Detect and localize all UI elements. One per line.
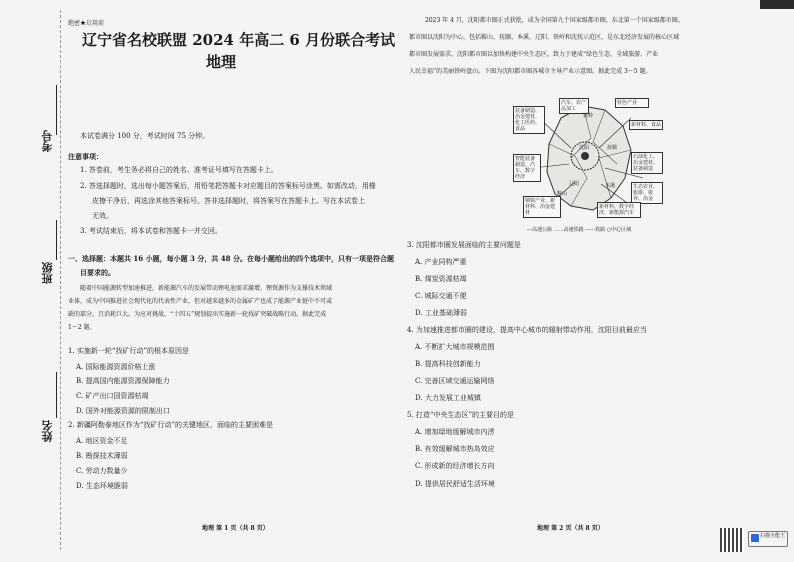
question-4-option-c[interactable]: C. 完善区域交通运输网络 — [415, 377, 495, 385]
question-2-option-d[interactable]: D. 生态环境脆弱 — [76, 482, 128, 490]
section-heading-cont: 目要求的。 — [80, 268, 115, 277]
note-item: 3. 考试结束后，将本试卷和答题卡一并交回。 — [80, 227, 222, 235]
side-label-exam-number: 考号 — [41, 130, 54, 152]
question-3-stem: 3. 沈阳都市圈发展面临的主要问题是 — [407, 241, 521, 249]
scan-edge — [760, 0, 794, 9]
score-info: 本试卷满分 100 分，考试时间 75 分钟。 — [80, 132, 210, 140]
name-line — [56, 372, 57, 418]
question-3-option-d[interactable]: D. 工业基础薄弱 — [415, 309, 467, 317]
watermark-text: 扫描全能王 — [760, 533, 786, 539]
map-box-label: 汽车、农产品加工 — [559, 98, 589, 114]
question-2-stem: 2. 新疆阿勒泰地区作为“找矿行动”的关键地区，面临的主要困难是 — [68, 421, 274, 429]
map-box-label: 新材料、食品 — [631, 122, 662, 128]
question-1-option-c[interactable]: C. 矿产出口国资源枯竭 — [76, 392, 149, 400]
city-label-benxi: 本溪 — [605, 183, 616, 189]
subject-title: 地理 — [206, 53, 237, 71]
city-label-fushun: 抚顺 — [607, 145, 618, 151]
city-label-liaoyang: 辽阳 — [569, 181, 580, 187]
question-5-option-c[interactable]: C. 形成新的经济增长方向 — [415, 462, 495, 470]
map-box-label: 新材料、数字经济、新能源汽车 — [597, 202, 641, 218]
note-item: 2. 答选择题时，选出每小题答案后，用铅笔把答题卡对应题目的答案标号涂黑。如需改动，用橡 — [80, 182, 376, 190]
notes-heading: 注意事项： — [68, 152, 103, 161]
section-heading: 一、选择题：本题共 16 小题，每小题 3 分，共 48 分。在每小题给出的四个选项中，只有一项是符合题 — [68, 254, 394, 263]
scanner-logo-icon — [751, 534, 759, 542]
question-5-option-a[interactable]: A. 增加绿地缓解城市内涝 — [415, 428, 495, 436]
question-2-option-a[interactable]: A. 地区资金不足 — [76, 437, 128, 445]
question-2-option-b[interactable]: B. 勘探技术薄弱 — [76, 452, 128, 460]
question-2-option-c[interactable]: C. 劳动力数量少 — [76, 467, 128, 475]
note-item: 皮擦干净后，再选涂其他答案标号。答非选择题时，将答案写在答题卡上。写在本试卷上 — [92, 197, 365, 205]
exam-title: 辽宁省名校联盟 2024 年高二 6 月份联合考试 — [82, 31, 396, 49]
intro-line: 2023 年 4 月，沈阳都市圈正式获批，成为全国第九个国家级都市圈，东北第一个国家级都市圈。 — [425, 17, 684, 24]
question-5-option-b[interactable]: B. 有效缓解城市热岛效应 — [415, 445, 495, 453]
passage-line: 缺的部分，且消耗巨大。为应对挑战，“十四五”规划提出实施新一轮找矿突破战略行动。据此完成 — [68, 311, 327, 318]
map-box-label: 特色产业 — [615, 98, 649, 108]
page-footer: 地理 第 2 页（共 8 页） — [537, 525, 604, 532]
map-box-label: 智能装备制造、汽车、数字经济 — [513, 154, 541, 182]
map-legend: —高速公路 ……高速铁路 ——铁路 ○中心区域 — [527, 227, 632, 233]
passage-line: 随着中国能源转型加速推进，新能源汽车的发展带动锂电池需求激增，锂资源作为支撑技术领域 — [80, 285, 333, 292]
city-label-shenyang: 沈阳 — [579, 145, 590, 151]
class-line — [56, 220, 57, 260]
page-footer: 地理 第 1 页（共 8 页） — [202, 525, 269, 532]
question-5-stem: 5. 打造“中央生态区”的主要目的是 — [407, 411, 515, 419]
question-3-option-c[interactable]: C. 城际交通不便 — [415, 292, 467, 300]
secret-tag: 绝密★启用前 — [68, 20, 105, 27]
question-3-option-a[interactable]: A. 产业同构严重 — [415, 258, 467, 266]
note-item: 无效。 — [92, 212, 113, 220]
city-label-tieling: 铁岭 — [583, 113, 594, 119]
shenyang-metro-map — [513, 98, 663, 230]
question-3-option-b[interactable]: B. 煤炭资源枯竭 — [415, 275, 467, 283]
intro-line: 都市圈以沈阳为中心，包括鞍山、抚顺、本溪、辽阳、铁岭和沈抚示范区，是东北经济发展的核心区域 — [409, 34, 680, 41]
question-1-stem: 1. 实施新一轮“找矿行动”的根本原因是 — [68, 347, 190, 355]
map-box-label: 石油化工、冶金建材、装备制造 — [631, 152, 663, 174]
binding-line — [60, 10, 61, 550]
question-1-option-a[interactable]: A. 国际能源资源价格上涨 — [76, 363, 156, 371]
exam-number-line — [56, 85, 57, 135]
question-1-option-b[interactable]: B. 提高国内能源资源保障能力 — [76, 377, 170, 385]
question-4-option-b[interactable]: B. 提高科技创新能力 — [415, 360, 481, 368]
question-5-option-d[interactable]: D. 提供居民舒适生活环境 — [415, 480, 495, 488]
question-4-option-d[interactable]: D. 大力发展工业城镇 — [415, 394, 481, 402]
passage-line: 1～2 题。 — [68, 324, 96, 331]
qr-code-icon — [720, 528, 744, 552]
side-label-name: 姓名 — [41, 420, 54, 442]
scanner-watermark — [748, 531, 788, 547]
intro-line: 人民幸福”的美丽铁岭盘山。下图为沈阳都市圈各城市主导产业示意图。据此完成 3～5 题。 — [409, 68, 652, 75]
map-box-label: 生态农业、旅游、康养、冶金 — [631, 182, 663, 204]
map-box-label: 钢铁产业、新材料、冶金建材 — [523, 196, 561, 218]
question-4-stem: 4. 为加速推进都市圈的建设，提高中心城市的辐射带动作用，沈阳目前最应当 — [407, 326, 647, 334]
intro-line: 都市圈发展需求，沈阳都市圈以加快构建中央生态区，致力于建成“绿色生态、全域旅游、产业 — [409, 51, 659, 58]
side-label-class: 班级 — [41, 262, 54, 284]
question-4-option-a[interactable]: A. 不断扩大城市规模范围 — [415, 343, 495, 351]
question-1-option-d[interactable]: D. 国外对能源资源的限制出口 — [76, 407, 170, 415]
map-box-label: 装备制造、冶金建材、化工医药、食品 — [513, 106, 545, 134]
city-label-anshan: 鞍山 — [557, 191, 568, 197]
passage-line: 业体，成为中国推进社会现代化的代表性产业，但对越来越多的金属矿产也成了能源产业链中不可或 — [68, 298, 333, 305]
note-item: 1. 答卷前，考生务必将自己的姓名、准考证号填写在答题卡上。 — [80, 166, 278, 174]
